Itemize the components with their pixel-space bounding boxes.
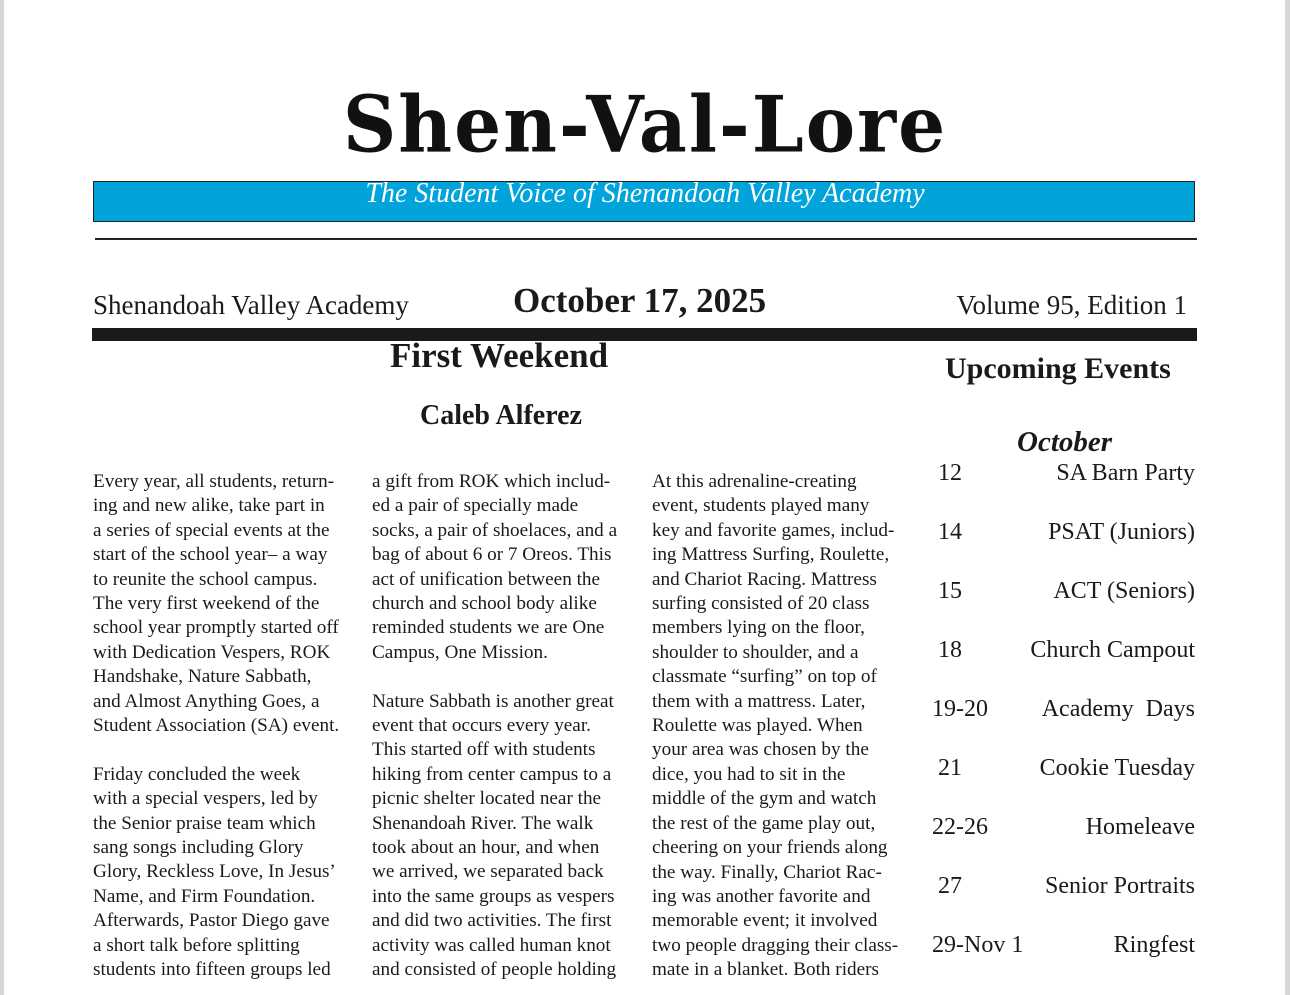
divider-bar xyxy=(92,328,1197,341)
paragraph-gap xyxy=(372,665,647,689)
article-text-line: two people dragging their class- xyxy=(652,934,899,956)
article-text-line: Name, and Firm Foundation. xyxy=(93,885,316,907)
sidebar-month: October xyxy=(1017,426,1113,458)
article-text-line: Campus, One Mission. xyxy=(372,641,548,663)
article-text-line: a gift from ROK which includ- xyxy=(372,471,611,492)
article-text-line: socks, a pair of shoelaces, and a xyxy=(372,519,618,541)
paragraph-gap xyxy=(93,738,368,762)
article-text-line: event, students played many xyxy=(652,495,870,517)
article-text-line: and did two activities. The first xyxy=(372,910,612,932)
divider-line xyxy=(95,238,1197,240)
article-text-line: bag of about 6 or 7 Oreos. This xyxy=(372,544,612,566)
article-headline: First Weekend xyxy=(390,336,609,375)
article-text-line: your area was chosen by the xyxy=(652,739,869,761)
article-text-line: the rest of the game play out, xyxy=(652,812,876,834)
article-column-3 xyxy=(652,470,927,983)
article-text-line: Every year, all students, return- xyxy=(93,471,335,492)
event-name: Senior Portraits xyxy=(1045,873,1195,899)
article-text-line: ing was another favorite and xyxy=(652,885,871,907)
event-date: 14 xyxy=(938,519,962,545)
article-text-line: with a special vespers, led by xyxy=(93,788,318,810)
event-item xyxy=(932,460,1195,487)
event-name: Cookie Tuesday xyxy=(1039,755,1195,781)
event-name: Academy Days xyxy=(1041,696,1195,722)
article-text-line: Afterwards, Pastor Diego gave xyxy=(93,910,330,932)
issue-date: October 17, 2025 xyxy=(513,281,767,320)
article-text-line: Friday concluded the week xyxy=(93,763,301,785)
article-text-line: took about an hour, and when xyxy=(372,837,600,859)
article-text-line: church and school body alike xyxy=(372,593,597,615)
event-date: 22-26 xyxy=(932,814,988,840)
article-text-line: Nature Sabbath is another great xyxy=(372,690,614,712)
event-item xyxy=(932,814,1195,841)
article-text-line: into the same groups as vespers xyxy=(372,885,615,907)
issue-volume: Volume 95, Edition 1 xyxy=(956,290,1187,320)
article-text-line: sang songs including Glory xyxy=(93,837,304,859)
article-text-line: Roulette was played. When xyxy=(652,715,863,737)
article-text-line: and Almost Anything Goes, a xyxy=(93,690,320,712)
article-text-line: members lying on the floor, xyxy=(652,617,865,639)
article-text-line: dice, you had to sit in the xyxy=(652,763,846,785)
event-item xyxy=(932,578,1195,605)
event-date: 15 xyxy=(938,578,962,604)
article-text-line: the way. Finally, Chariot Rac- xyxy=(652,861,882,883)
article-text-line: and consisted of people holding xyxy=(372,959,617,981)
article-text-line: to reunite the school campus. xyxy=(93,568,318,590)
event-date: 27 xyxy=(938,873,962,899)
article-text-line: them with a mattress. Later, xyxy=(652,690,866,712)
article-text-line: key and favorite games, includ- xyxy=(652,519,895,541)
school-name: Shenandoah Valley Academy xyxy=(93,290,409,320)
article-text-line: hiking from center campus to a xyxy=(372,763,612,785)
event-item xyxy=(932,696,1195,723)
article-text-line: Glory, Reckless Love, In Jesus’ xyxy=(93,861,336,883)
sidebar-title: Upcoming Events xyxy=(945,352,1171,385)
event-name: Church Campout xyxy=(1030,637,1195,663)
masthead-title: Shen-Val-Lore xyxy=(342,79,948,171)
event-item xyxy=(932,637,1195,664)
article-text-line: Shenandoah River. The walk xyxy=(372,812,594,834)
article-text-line: middle of the gym and watch xyxy=(652,788,877,810)
article-text-line: The very first weekend of the xyxy=(93,593,320,615)
article-text-line: the Senior praise team which xyxy=(93,812,316,834)
article-text-line: ing Mattress Surfing, Roulette, xyxy=(652,544,890,566)
article-text-line: shoulder to shoulder, and a xyxy=(652,641,859,663)
article-text-line: we arrived, we separated back xyxy=(372,861,604,883)
article-byline: Caleb Alferez xyxy=(420,400,582,431)
event-date: 21 xyxy=(938,755,962,781)
article-text-line: Student Association (SA) event. xyxy=(93,715,340,737)
article-text-line: school year promptly started off xyxy=(93,617,339,639)
event-name: ACT (Seniors) xyxy=(1053,578,1195,604)
article-text-line: activity was called human knot xyxy=(372,934,611,956)
article-text-line: This started off with students xyxy=(372,739,596,761)
event-date: 29-Nov 1 xyxy=(932,932,1024,958)
article-column-2 xyxy=(372,470,647,983)
event-item xyxy=(932,873,1195,900)
article-text-line: with Dedication Vespers, ROK xyxy=(93,641,331,663)
article-text-line: start of the school year– a way xyxy=(93,544,328,566)
article-text-line: cheering on your friends along xyxy=(652,837,888,859)
article-column-1 xyxy=(93,470,368,983)
event-date: 19-20 xyxy=(932,696,988,722)
article-text-line: picnic shelter located near the xyxy=(372,788,602,810)
article-text-line: a short talk before splitting xyxy=(93,934,300,956)
article-text-line: memorable event; it involved xyxy=(652,910,878,932)
article-text-line: surfing consisted of 20 class xyxy=(652,593,870,615)
event-item xyxy=(932,932,1195,959)
tagline: The Student Voice of Shenandoah Valley Academy xyxy=(365,178,925,209)
article-text-line: classmate “surfing” on top of xyxy=(652,666,877,688)
article-text-line: students into fifteen groups led xyxy=(93,959,331,981)
article-text-line: ed a pair of specially made xyxy=(372,495,579,517)
event-item xyxy=(932,519,1195,546)
event-date: 12 xyxy=(938,460,962,486)
article-text-line: act of unification between the xyxy=(372,568,601,590)
event-item xyxy=(932,755,1195,782)
event-date: 18 xyxy=(938,637,962,663)
article-text-line: reminded students we are One xyxy=(372,617,605,639)
article-text-line: Handshake, Nature Sabbath, xyxy=(93,666,312,688)
event-name: Ringfest xyxy=(1113,932,1195,958)
article-text-line: and Chariot Racing. Mattress xyxy=(652,568,877,590)
event-name: Homeleave xyxy=(1085,814,1195,840)
article-text-line: event that occurs every year. xyxy=(372,715,591,737)
article-text-line: At this adrenaline-creating xyxy=(652,471,857,492)
article-text-line: ing and new alike, take part in xyxy=(93,495,325,517)
event-name: PSAT (Juniors) xyxy=(1048,519,1195,545)
article-text-line: a series of special events at the xyxy=(93,519,330,541)
article-text-line: mate in a blanket. Both riders xyxy=(652,959,879,981)
event-name: SA Barn Party xyxy=(1056,460,1195,486)
